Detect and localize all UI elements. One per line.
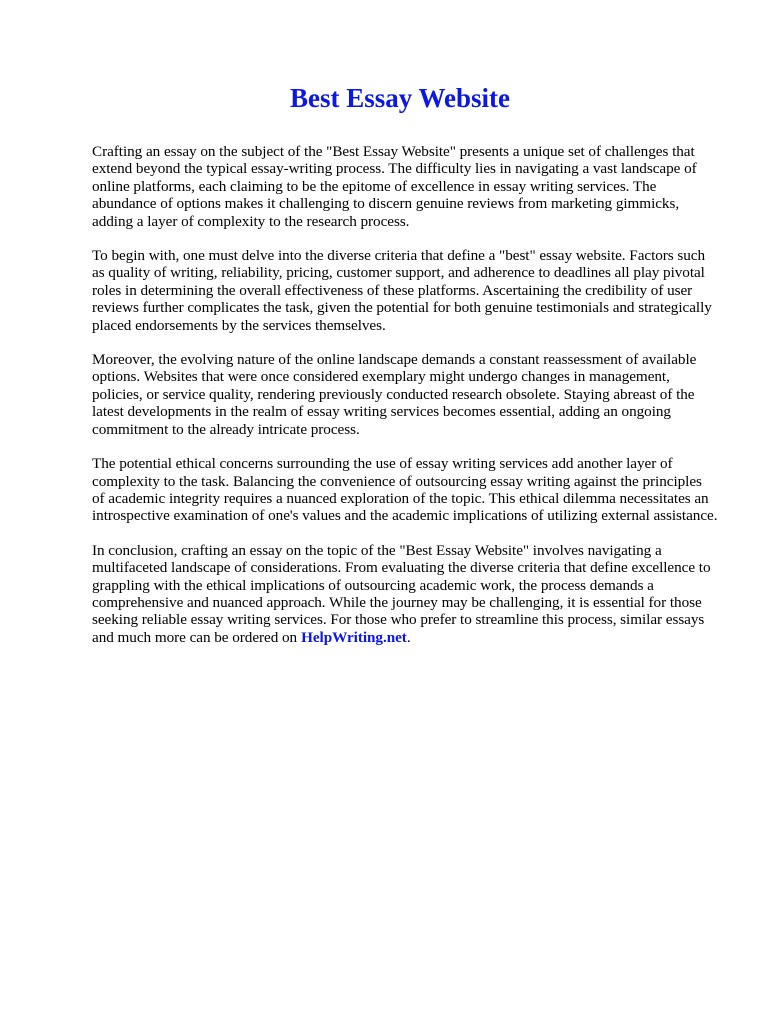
document-title: Best Essay Website: [289, 83, 511, 113]
paragraph-1: Crafting an essay on the subject of the "Best Essay Website" presents a unique set of challenges that extend beyond the typical essay-writing process. The difficulty lies in navigating a vast landscape of online platforms, each claiming to be the epitome of excellence in essay writing services. The abundance of options makes it challenging to discern genuine reviews from marketing gimmicks, adding a layer of complexity to the research process.: [92, 143, 697, 230]
paragraph-3: Moreover, the evolving nature of the online landscape demands a constant reassessment of available options. Websites that were once considered exemplary might undergo changes in management, policies, or service quality, rendering previously conducted research obsolete. Staying abreast of the latest developments in the realm of essay writing services becomes essential, adding an ongoing commitment to the already intricate process.: [92, 351, 697, 438]
paragraph-4: The potential ethical concerns surrounding the use of essay writing services add another layer of complexity to the task. Balancing the convenience of outsourcing essay writing against the principles of academic integrity requires a nuanced exploration of the topic. This ethical dilemma necessitates an introspective examination of one's values and the academic implications of utilizing external assistance.: [92, 455, 718, 525]
paragraph-2: To begin with, one must delve into the diverse criteria that define a "best" essay website. Factors such as quality of writing, reliability, pricing, customer support, and adherence to deadlines all play pivotal roles in determining the overall effectiveness of these platforms. Ascertaining the credibility of user reviews further complicates the task, given the potential for both genuine testimonials and strategically placed endorsements by the services themselves.: [92, 247, 712, 334]
helpwriting-link[interactable]: HelpWriting.net: [301, 628, 407, 646]
paragraph-conclusion: [92, 542, 718, 646]
conclusion-end-punct: .: [406, 628, 411, 646]
conclusion-text: In conclusion, crafting an essay on the topic of the "Best Essay Website" involves navigating a multifaceted landscape of considerations. From evaluating the diverse criteria that define excellence to grappling with the ethical implications of outsourcing academic work, the process demands a comprehensive and nuanced approach. While the journey may be challenging, it is essential for those seeking reliable essay writing services. For those who prefer to streamline this process, similar essays and much more can be ordered on: [92, 541, 711, 646]
